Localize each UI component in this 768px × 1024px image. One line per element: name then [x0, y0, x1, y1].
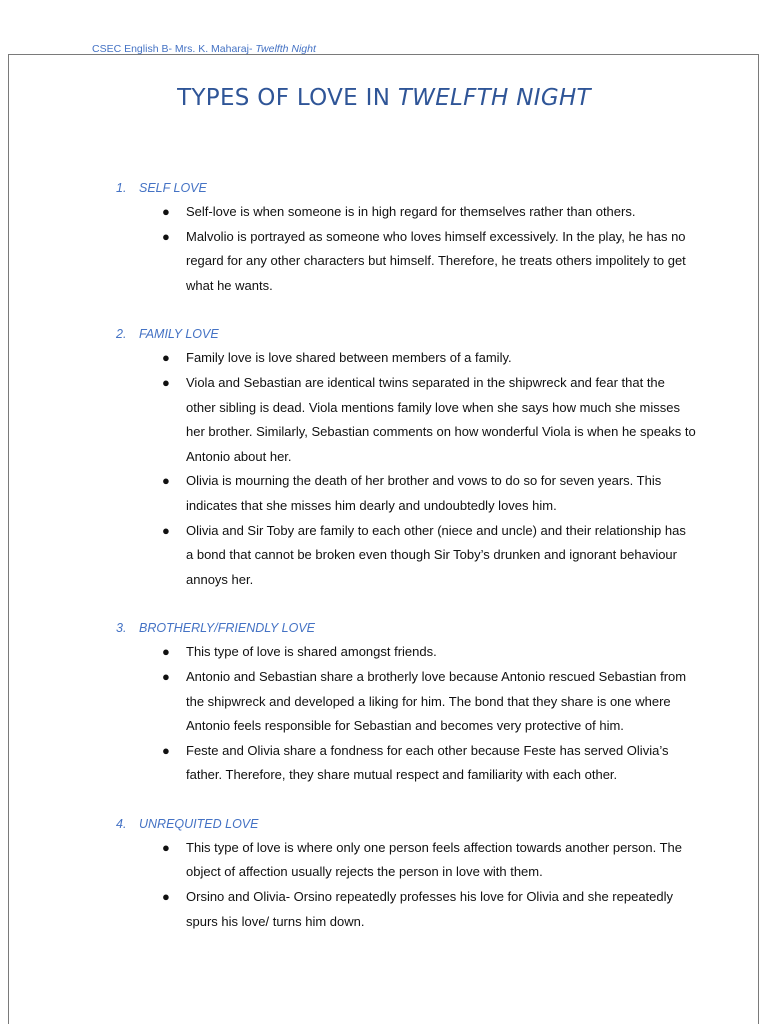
- section-title: UNREQUITED LOVE: [139, 816, 259, 831]
- document-body: [116, 176, 696, 958]
- bullet-icon: ●: [162, 473, 170, 489]
- bullet-icon: ●: [162, 228, 170, 244]
- section-heading: [116, 322, 696, 346]
- bullet-icon: ●: [162, 839, 170, 855]
- list-item: [116, 836, 696, 885]
- list-item-text: This type of love is shared amongst friends.: [186, 644, 437, 660]
- page-title: [0, 85, 768, 111]
- list-item: [116, 346, 696, 371]
- title-text: TYPES OF LOVE IN: [177, 85, 398, 111]
- bullet-list: [116, 200, 696, 298]
- list-item: [116, 469, 696, 518]
- header-play-title: Twelfth Night: [255, 43, 316, 55]
- list-item: [116, 739, 696, 788]
- list-item: [116, 665, 696, 739]
- bullet-list: [116, 640, 696, 788]
- list-item: [116, 519, 696, 593]
- list-item-text: Antonio and Sebastian share a brotherly love because Antonio rescued Sebastian from the shipwreck and developed a liking for him. The bond that they share is one where Antonio feels responsible for Sebastian and becomes very protective of him.: [186, 668, 687, 734]
- list-item-text: This type of love is where only one person feels affection towards another person. The object of affection usually rejects the person in love with them.: [186, 839, 682, 880]
- section-title: BROTHERLY/FRIENDLY LOVE: [139, 621, 315, 636]
- section-heading: [116, 176, 696, 200]
- section-self-love: [116, 176, 696, 298]
- list-item-text: Malvolio is portrayed as someone who loves himself excessively. In the play, he has no regard for any other characters but himself. Therefore, he treats others impolitely to get what he wants.: [186, 228, 686, 293]
- bullet-list: [116, 346, 696, 592]
- title-play-name: TWELFTH NIGHT: [397, 85, 591, 111]
- bullet-icon: ●: [162, 742, 170, 758]
- list-item: [116, 200, 696, 225]
- section-number: 1.: [116, 181, 127, 195]
- list-item: [116, 371, 696, 469]
- section-unrequited-love: [116, 812, 696, 934]
- list-item: [116, 885, 696, 934]
- section-number: 4.: [116, 816, 127, 831]
- list-item-text: Viola and Sebastian are identical twins separated in the shipwreck and fear that the other sibling is dead. Viola mentions family love when she says how much she misses her brother. Similarly, Sebastian comments on how wonderful Viola is when he speaks to Antonio about her.: [186, 374, 696, 464]
- bullet-icon: ●: [162, 668, 170, 684]
- list-item: [116, 640, 696, 665]
- bullet-icon: ●: [162, 204, 170, 219]
- list-item: [116, 225, 696, 299]
- bullet-icon: ●: [162, 350, 170, 366]
- section-heading: [116, 616, 696, 640]
- list-item-text: Olivia and Sir Toby are family to each other (niece and uncle) and their relationship has a bond that cannot be broken even though Sir Toby’s drunken and ignorant behaviour annoys her.: [186, 522, 686, 587]
- bullet-icon: ●: [162, 374, 170, 390]
- list-item-text: Self-love is when someone is in high regard for themselves rather than others.: [186, 204, 636, 219]
- section-number: 3.: [116, 621, 127, 636]
- section-title: FAMILY LOVE: [139, 327, 219, 342]
- section-brotherly-love: [116, 616, 696, 788]
- list-item-text: Orsino and Olivia- Orsino repeatedly professes his love for Olivia and she repeatedly spurs his love/ turns him down.: [186, 889, 674, 929]
- bullet-list: [116, 836, 696, 934]
- list-item-text: Olivia is mourning the death of her brother and vows to do so for seven years. This indicates that she misses him dearly and undoubtedly loves him.: [186, 473, 662, 513]
- bullet-icon: ●: [162, 644, 170, 660]
- section-title: SELF LOVE: [139, 181, 207, 195]
- list-item-text: Feste and Olivia share a fondness for each other because Feste has served Olivia’s father. Therefore, they share mutual respect and familiarity with each other.: [186, 742, 669, 783]
- bullet-icon: ●: [162, 889, 170, 905]
- section-number: 2.: [116, 327, 127, 342]
- header-text: CSEC English B- Mrs. K. Maharaj-: [92, 43, 256, 55]
- section-heading: [116, 812, 696, 836]
- section-family-love: [116, 322, 696, 592]
- list-item-text: Family love is love shared between members of a family.: [186, 350, 512, 366]
- bullet-icon: ●: [162, 522, 170, 538]
